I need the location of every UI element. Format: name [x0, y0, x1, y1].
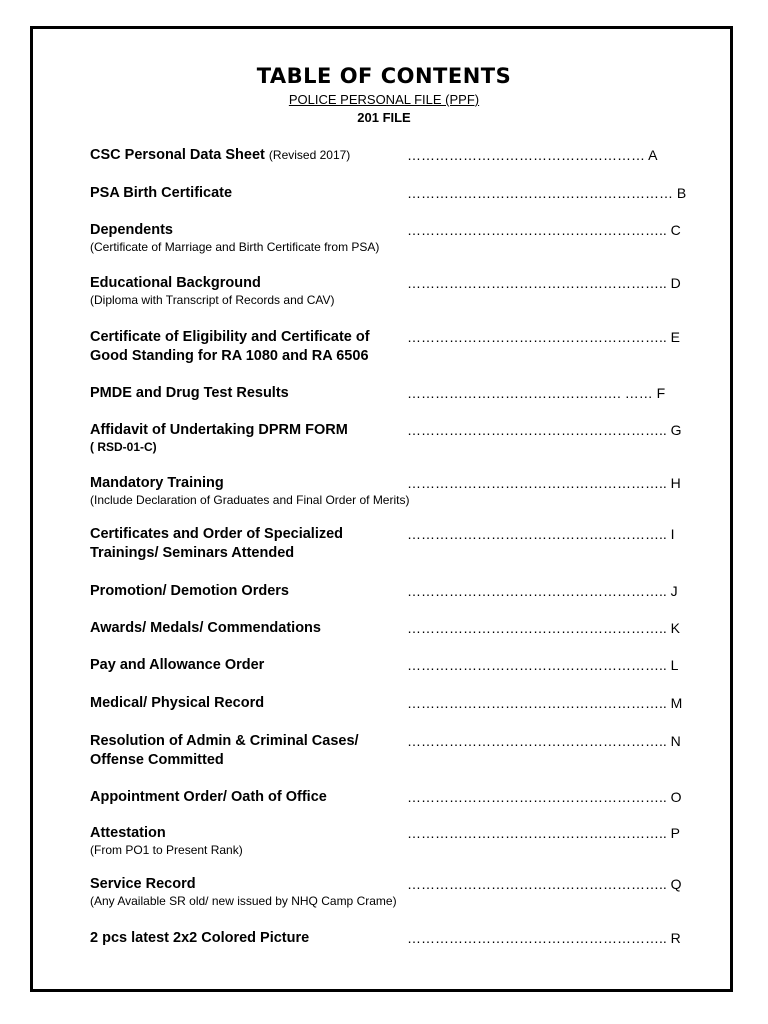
toc-entry-leader: ……………………………………………….. P: [407, 825, 681, 841]
toc-entry-title: Mandatory Training: [90, 475, 224, 491]
toc-entry-title: PSA Birth Certificate: [90, 185, 233, 201]
toc-entry-label: [90, 221, 400, 240]
toc-entry-label: [90, 384, 400, 403]
toc-entry-note: (From PO1 to Present Rank): [90, 843, 243, 857]
toc-entry-title: Certificates and Order of Specialized Trainings/ Seminars Attended: [90, 526, 344, 561]
toc-entry-leader: ……………………………………………….. J: [407, 583, 678, 599]
toc-entry-label: [90, 421, 400, 440]
toc-entry-note: (Certificate of Marriage and Birth Certificate from PSA): [90, 240, 380, 254]
toc-entry-leader: ……………………………………………….. H: [407, 475, 681, 491]
toc-entry-label: [90, 875, 400, 894]
toc-entry-note: (Include Declaration of Graduates and Final Order of Merits): [90, 493, 410, 507]
toc-entry-leader: ……………………………………………….. E: [407, 329, 681, 345]
toc-entry-leader: ………………………………………. …… F: [407, 385, 666, 401]
toc-entry-title: Pay and Allowance Order: [90, 657, 265, 673]
toc-entry-label: [90, 694, 400, 713]
toc-entry-title: CSC Personal Data Sheet: [90, 147, 265, 163]
toc-entry-title: Service Record: [90, 876, 196, 892]
toc-entry-title: Affidavit of Undertaking DPRM FORM: [90, 422, 348, 438]
toc-entry-inline-note: (Revised 2017): [268, 148, 351, 162]
toc-entry-note: (Diploma with Transcript of Records and CAV): [90, 293, 335, 307]
toc-entry-leader: ……………………………………………….. D: [407, 275, 681, 291]
toc-entry-title: Educational Background: [90, 275, 261, 291]
toc-entry-title: Certificate of Eligibility and Certificate of Good Standing for RA 1080 and RA 6506: [90, 329, 370, 364]
toc-entry-leader: ……………………………………………….. N: [407, 733, 681, 749]
toc-entry-label: [90, 146, 400, 165]
toc-entry-title: Attestation: [90, 825, 166, 841]
toc-entry-label: [90, 732, 400, 770]
toc-entry-label: [90, 328, 400, 366]
toc-entry-leader: ……………………………………………….. R: [407, 930, 681, 946]
toc-entry-label: [90, 619, 400, 638]
toc-entry-leader: ……………………………………………….. M: [407, 695, 683, 711]
toc-entry-title: 2 pcs latest 2x2 Colored Picture: [90, 930, 310, 946]
toc-entry-title: Medical/ Physical Record: [90, 695, 265, 711]
toc-entry-leader: …………………………………………… A: [407, 147, 658, 163]
toc-entry-title: Dependents: [90, 222, 173, 238]
toc-entry-note: (Any Available SR old/ new issued by NHQ Camp Crame): [90, 894, 397, 908]
toc-entry-leader: ……………………………………………….. I: [407, 526, 675, 542]
page-title: TABLE OF CONTENTS: [256, 64, 512, 88]
toc-entry-label: [90, 582, 400, 601]
toc-entry-leader: ……………………………………………….. Q: [407, 876, 682, 892]
toc-entry-leader: ……………………………………………….. L: [407, 657, 679, 673]
toc-entry-label: [90, 274, 400, 293]
toc-entry-leader: ……………………………………………….. G: [407, 422, 682, 438]
toc-entry-leader: ……………………………………………….. C: [407, 222, 681, 238]
toc-entry-leader: ………………………………………………… B: [407, 185, 687, 201]
toc-entry-label: [90, 656, 400, 675]
toc-entry-leader: ……………………………………………….. O: [407, 789, 682, 805]
toc-entry-label: [90, 788, 400, 807]
toc-entry-note: ( RSD-01-C): [90, 440, 157, 454]
toc-entry-leader: ……………………………………………….. K: [407, 620, 681, 636]
toc-entry-title: Appointment Order/ Oath of Office: [90, 789, 327, 805]
toc-entry-label: [90, 474, 400, 493]
toc-entry-label: [90, 525, 400, 563]
toc-entry-title: Resolution of Admin & Criminal Cases/ Offense Committed: [90, 733, 359, 768]
file-number: 201 FILE: [357, 110, 411, 125]
toc-entry-title: Promotion/ Demotion Orders: [90, 583, 289, 599]
toc-entry-label: [90, 929, 400, 948]
toc-entry-label: [90, 184, 400, 203]
toc-entry-title: Awards/ Medals/ Commendations: [90, 620, 321, 636]
document-subtitle: POLICE PERSONAL FILE (PPF): [288, 92, 480, 107]
toc-entry-label: [90, 824, 400, 843]
toc-entry-title: PMDE and Drug Test Results: [90, 385, 289, 401]
